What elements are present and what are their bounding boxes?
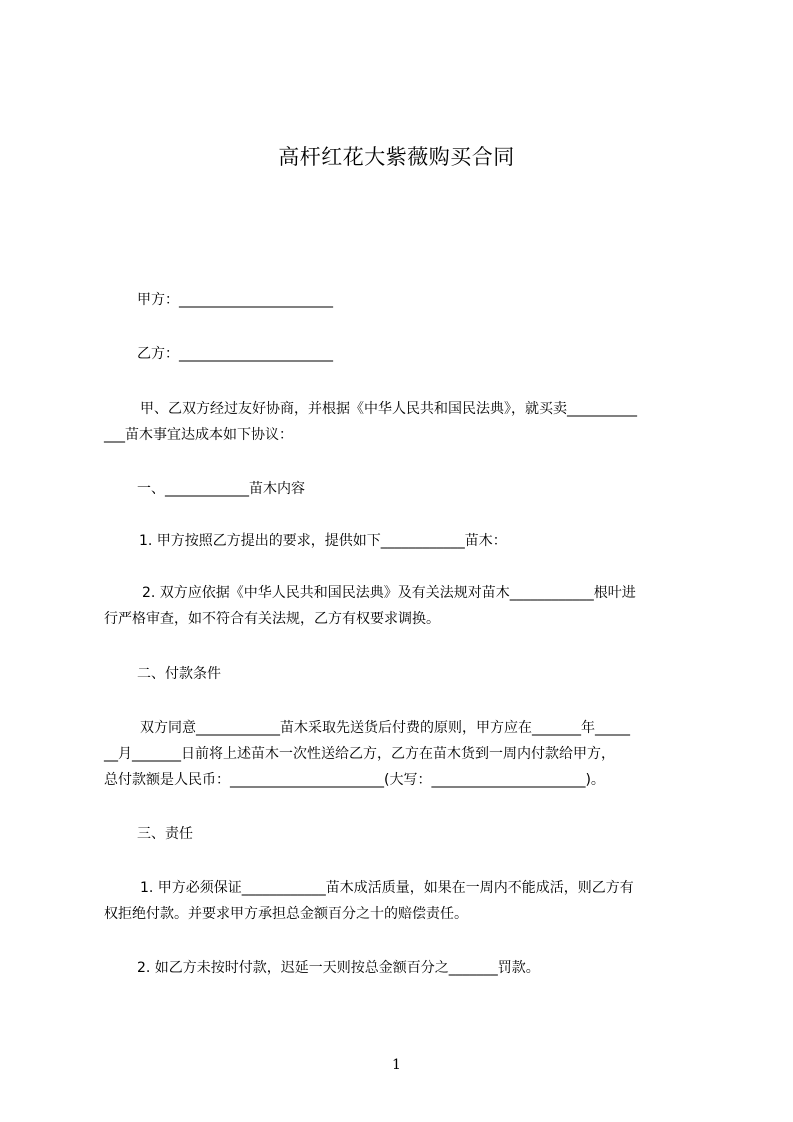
- section-2-heading: 二、付款条件: [137, 666, 221, 682]
- party-a-line: 甲方：______________________: [137, 292, 333, 308]
- section-3-item-1-line-2: 权拒绝付款。并要求甲方承担总金额百分之十的赔偿责任。: [104, 906, 468, 922]
- section-3-heading: 三、责任: [137, 826, 193, 842]
- document-title: 高杆红花大紫薇购买合同: [278, 145, 515, 169]
- page-number: 1: [392, 1057, 401, 1073]
- section-2-para-line-2: __月_______日前将上述苗木一次性送给乙方，乙方在苗木货到一周内付款给甲方，: [104, 746, 615, 762]
- section-3-item-2: 2. 如乙方未按时付款，迟延一天则按总金额百分之_______罚款。: [137, 960, 540, 976]
- section-1-item-1: 1. 甲方按照乙方提出的要求，提供如下____________苗木：: [139, 533, 507, 549]
- intro-line-1: 甲、乙双方经过友好协商，并根据《中华人民共和国民法典》，就买卖__________: [140, 401, 637, 417]
- section-1-item-2-line-2: 行严格审查，如不符合有关法规，乙方有权要求调换。: [104, 611, 440, 627]
- section-1-heading: 一、____________苗木内容: [137, 481, 305, 497]
- party-b-line: 乙方：______________________: [137, 346, 333, 362]
- section-2-para-line-3: 总付款额是人民币：______________________(大写：______________________)。: [104, 772, 605, 788]
- intro-line-2: ___苗木事宜达成本如下协议：: [104, 427, 293, 443]
- section-3-item-1-line-1: 1. 甲方必须保证____________苗木成活质量，如果在一周内不能成活，则乙方有: [140, 880, 634, 896]
- section-1-item-2-line-1: 2. 双方应依据《中华人民共和国民法典》及有关法规对苗木____________根叶进: [142, 585, 636, 601]
- section-2-para-line-1: 双方同意____________苗木采取先送货后付费的原则，甲方应在_______年_____: [140, 720, 630, 736]
